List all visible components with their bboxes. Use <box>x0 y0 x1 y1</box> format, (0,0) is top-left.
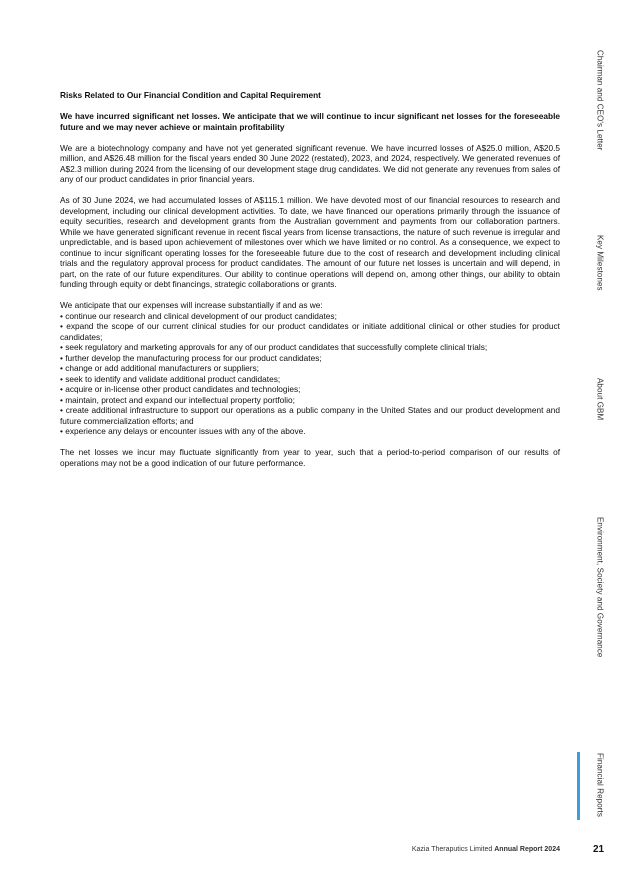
list-item: • continue our research and clinical development of our product candidates; <box>60 311 560 322</box>
list-item: • experience any delays or encounter issues with any of the above. <box>60 426 560 437</box>
footer-report-title: Annual Report 2024 <box>494 846 560 853</box>
paragraph-2: As of 30 June 2024, we had accumulated losses of A$115.1 million. We have devoted most of our financial resources to research and development, including our clinical development activities. To date, we have financed our operations primarily through the issuance of equity securities, research and development grants from the Australian government and payments from our collaboration partners. While we have generated significant revenue in recent fiscal years from license transactions, the nature of such revenue is irregular and unpredictable, and is based upon achievement of milestones over which we have limited or no control. As a consequence, we expect to continue to incur significant operating losses for the foreseeable future due to the cost of research and development including clinical trials and the regulatory approval process for product candidates. The amount of our future net losses is uncertain and will depend, in part, on the rate of our future expenditures. Our ability to continue operations will depend on, among other things, our ability to obtain funding through equity or debt financings, strategic collaborations or grants. <box>60 195 560 289</box>
list-item: • expand the scope of our current clinical studies for our product candidates or initiate additional clinical or other studies for product candidates; <box>60 321 560 342</box>
sidenav-item-label: Financial Reports <box>595 753 605 817</box>
sidenav-item-label: Environment, Society and Governance <box>595 517 605 658</box>
list-item: • further develop the manufacturing process for our product candidates; <box>60 353 560 364</box>
list-item: • create additional infrastructure to support our operations as a public company in the United States and our product development and future commercialization efforts; and <box>60 405 560 426</box>
section-sidenav <box>588 0 612 880</box>
list-item: • change or add additional manufacturers or suppliers; <box>60 363 560 374</box>
list-item: • seek to identify and validate additional product candidates; <box>60 374 560 385</box>
sidenav-active-indicator <box>577 752 580 820</box>
expense-bullet-block <box>60 300 560 437</box>
sidenav-item-environment-society-governance[interactable] <box>588 510 612 665</box>
closing-paragraph: The net losses we incur may fluctuate significantly from year to year, such that a period-to-period comparison of our results of operations may not be a good indication of our future performance. <box>60 447 560 468</box>
section-subheading: We have incurred significant net losses. We anticipate that we will continue to incur significant net losses for the foreseeable future and we may never achieve or maintain profitability <box>60 111 560 132</box>
sidenav-item-label: Chairman and CEO's Letter <box>595 49 605 151</box>
sidenav-item-key-milestones[interactable] <box>588 225 612 300</box>
page-number: 21 <box>593 844 605 855</box>
sidenav-item-label: Key Milestones <box>595 234 605 291</box>
expense-list <box>60 311 560 437</box>
list-item: • acquire or in-license other product candidates and technologies; <box>60 384 560 395</box>
section-heading: Risks Related to Our Financial Condition and Capital Requirement <box>60 90 321 100</box>
paragraph-1: We are a biotechnology company and have not yet generated significant revenue. We have incurred losses of A$25.0 million, A$20.5 million, and A$26.48 million for the fiscal years ended 30 June 2022 (restated), 2023, and 2024, respectively. We generated revenues of A$2.3 million during 2024 from the licensing of our development stage drug candidates. We did not generate any revenues from sales of any of our product candidates in prior financial years. <box>60 142 560 184</box>
bullet-intro: We anticipate that our expenses will increase substantially if and as we: <box>60 300 323 310</box>
sidenav-item-label: About GBM <box>595 378 605 421</box>
list-item: • maintain, protect and expand our intellectual property portfolio; <box>60 395 560 406</box>
sidenav-item-about-gbm[interactable] <box>588 372 612 427</box>
list-item: • seek regulatory and marketing approvals for any of our product candidates that successfully complete clinical trials; <box>60 342 560 353</box>
sidenav-item-financial-reports[interactable] <box>588 745 612 825</box>
main-content <box>60 90 560 479</box>
sidenav-item-chairman-ceo-letter[interactable] <box>588 40 612 160</box>
page-footer <box>412 846 560 853</box>
footer-company: Kazia Theraputics Limited <box>411 846 493 853</box>
